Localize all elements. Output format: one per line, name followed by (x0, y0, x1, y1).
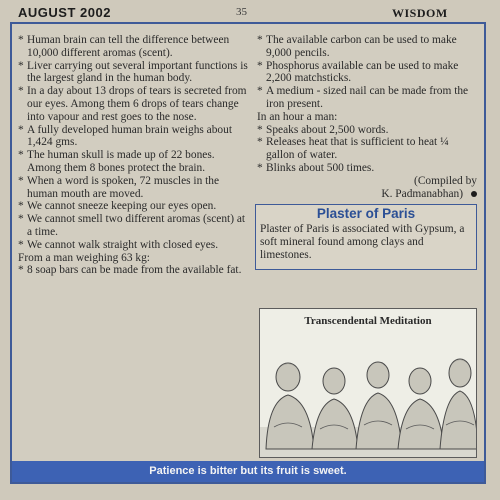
photo-caption: Transcendental Meditation (304, 315, 432, 327)
fact-item: * A medium - sized nail can be made from the iron present. (257, 85, 479, 111)
fact-item: * In a day about 13 drops of tears is secreted from our eyes. Among them 6 drops of tears change into vapour and rest goes to the nose. (18, 85, 250, 123)
fact-item: * We cannot walk straight with closed eyes. (18, 239, 250, 252)
man-weight-lead: From a man weighing 63 kg: (18, 251, 150, 264)
box-title: Plaster of Paris (316, 206, 416, 222)
end-mark-icon (471, 191, 477, 197)
magazine-brand: WISDOM (392, 6, 448, 20)
footer-quote: Patience is bitter but its fruit is sweet. (149, 465, 347, 477)
author-name: K. Padmanabhan) (381, 187, 463, 200)
box-text: Plaster of Paris is associated with Gypsum, a soft mineral found among clays and limestones. (260, 223, 465, 261)
fact-item: * Phosphorus available can be used to make 2,200 matchsticks. (257, 60, 479, 86)
fact-item: * The human skull is made up of 22 bones. Among them 8 bones protect the brain. (18, 149, 250, 175)
page-header (0, 0, 500, 22)
fact-item: * Speaks about 2,500 words. (257, 124, 479, 137)
fact-item: * Human brain can tell the difference between 10,000 different aromas (scent). (18, 34, 250, 60)
fact-item: * A fully developed human brain weighs about 1,424 gms. (18, 124, 250, 150)
fact-item: * We cannot sneeze keeping our eyes open. (18, 200, 250, 213)
fact-item: * We cannot smell two different aromas (scent) at a time. (18, 213, 250, 239)
body-facts-list (18, 34, 250, 252)
left-column (18, 34, 250, 277)
fact-item: * When a word is spoken, 72 muscles in the human mouth are moved. (18, 175, 250, 201)
fact-item: * Releases heat that is sufficient to heat ¼ gallon of water. (257, 136, 479, 162)
fact-item: * Liver carrying out several important functions is the largest gland in the human body. (18, 60, 250, 86)
meditation-illustration (260, 309, 477, 458)
man-facts-list (18, 264, 250, 277)
fact-item: * 8 soap bars can be made from the available fat. (18, 264, 250, 277)
footer-quote-bar (12, 461, 484, 482)
plaster-of-paris-box (255, 204, 477, 270)
issue-month: AUGUST 2002 (18, 5, 111, 20)
meditation-photo (259, 308, 477, 458)
fact-item: * Blinks about 500 times. (257, 162, 479, 175)
author-line (257, 188, 479, 201)
compiled-by: (Compiled by (414, 174, 477, 187)
hour-lead: In an hour a man: (257, 110, 338, 123)
page-number: 35 (236, 6, 247, 18)
man-facts-continued (257, 34, 479, 111)
hour-facts-list (257, 124, 479, 175)
fact-item: * The available carbon can be used to make 9,000 pencils. (257, 34, 479, 60)
right-column (257, 34, 479, 327)
article-frame (10, 22, 486, 484)
